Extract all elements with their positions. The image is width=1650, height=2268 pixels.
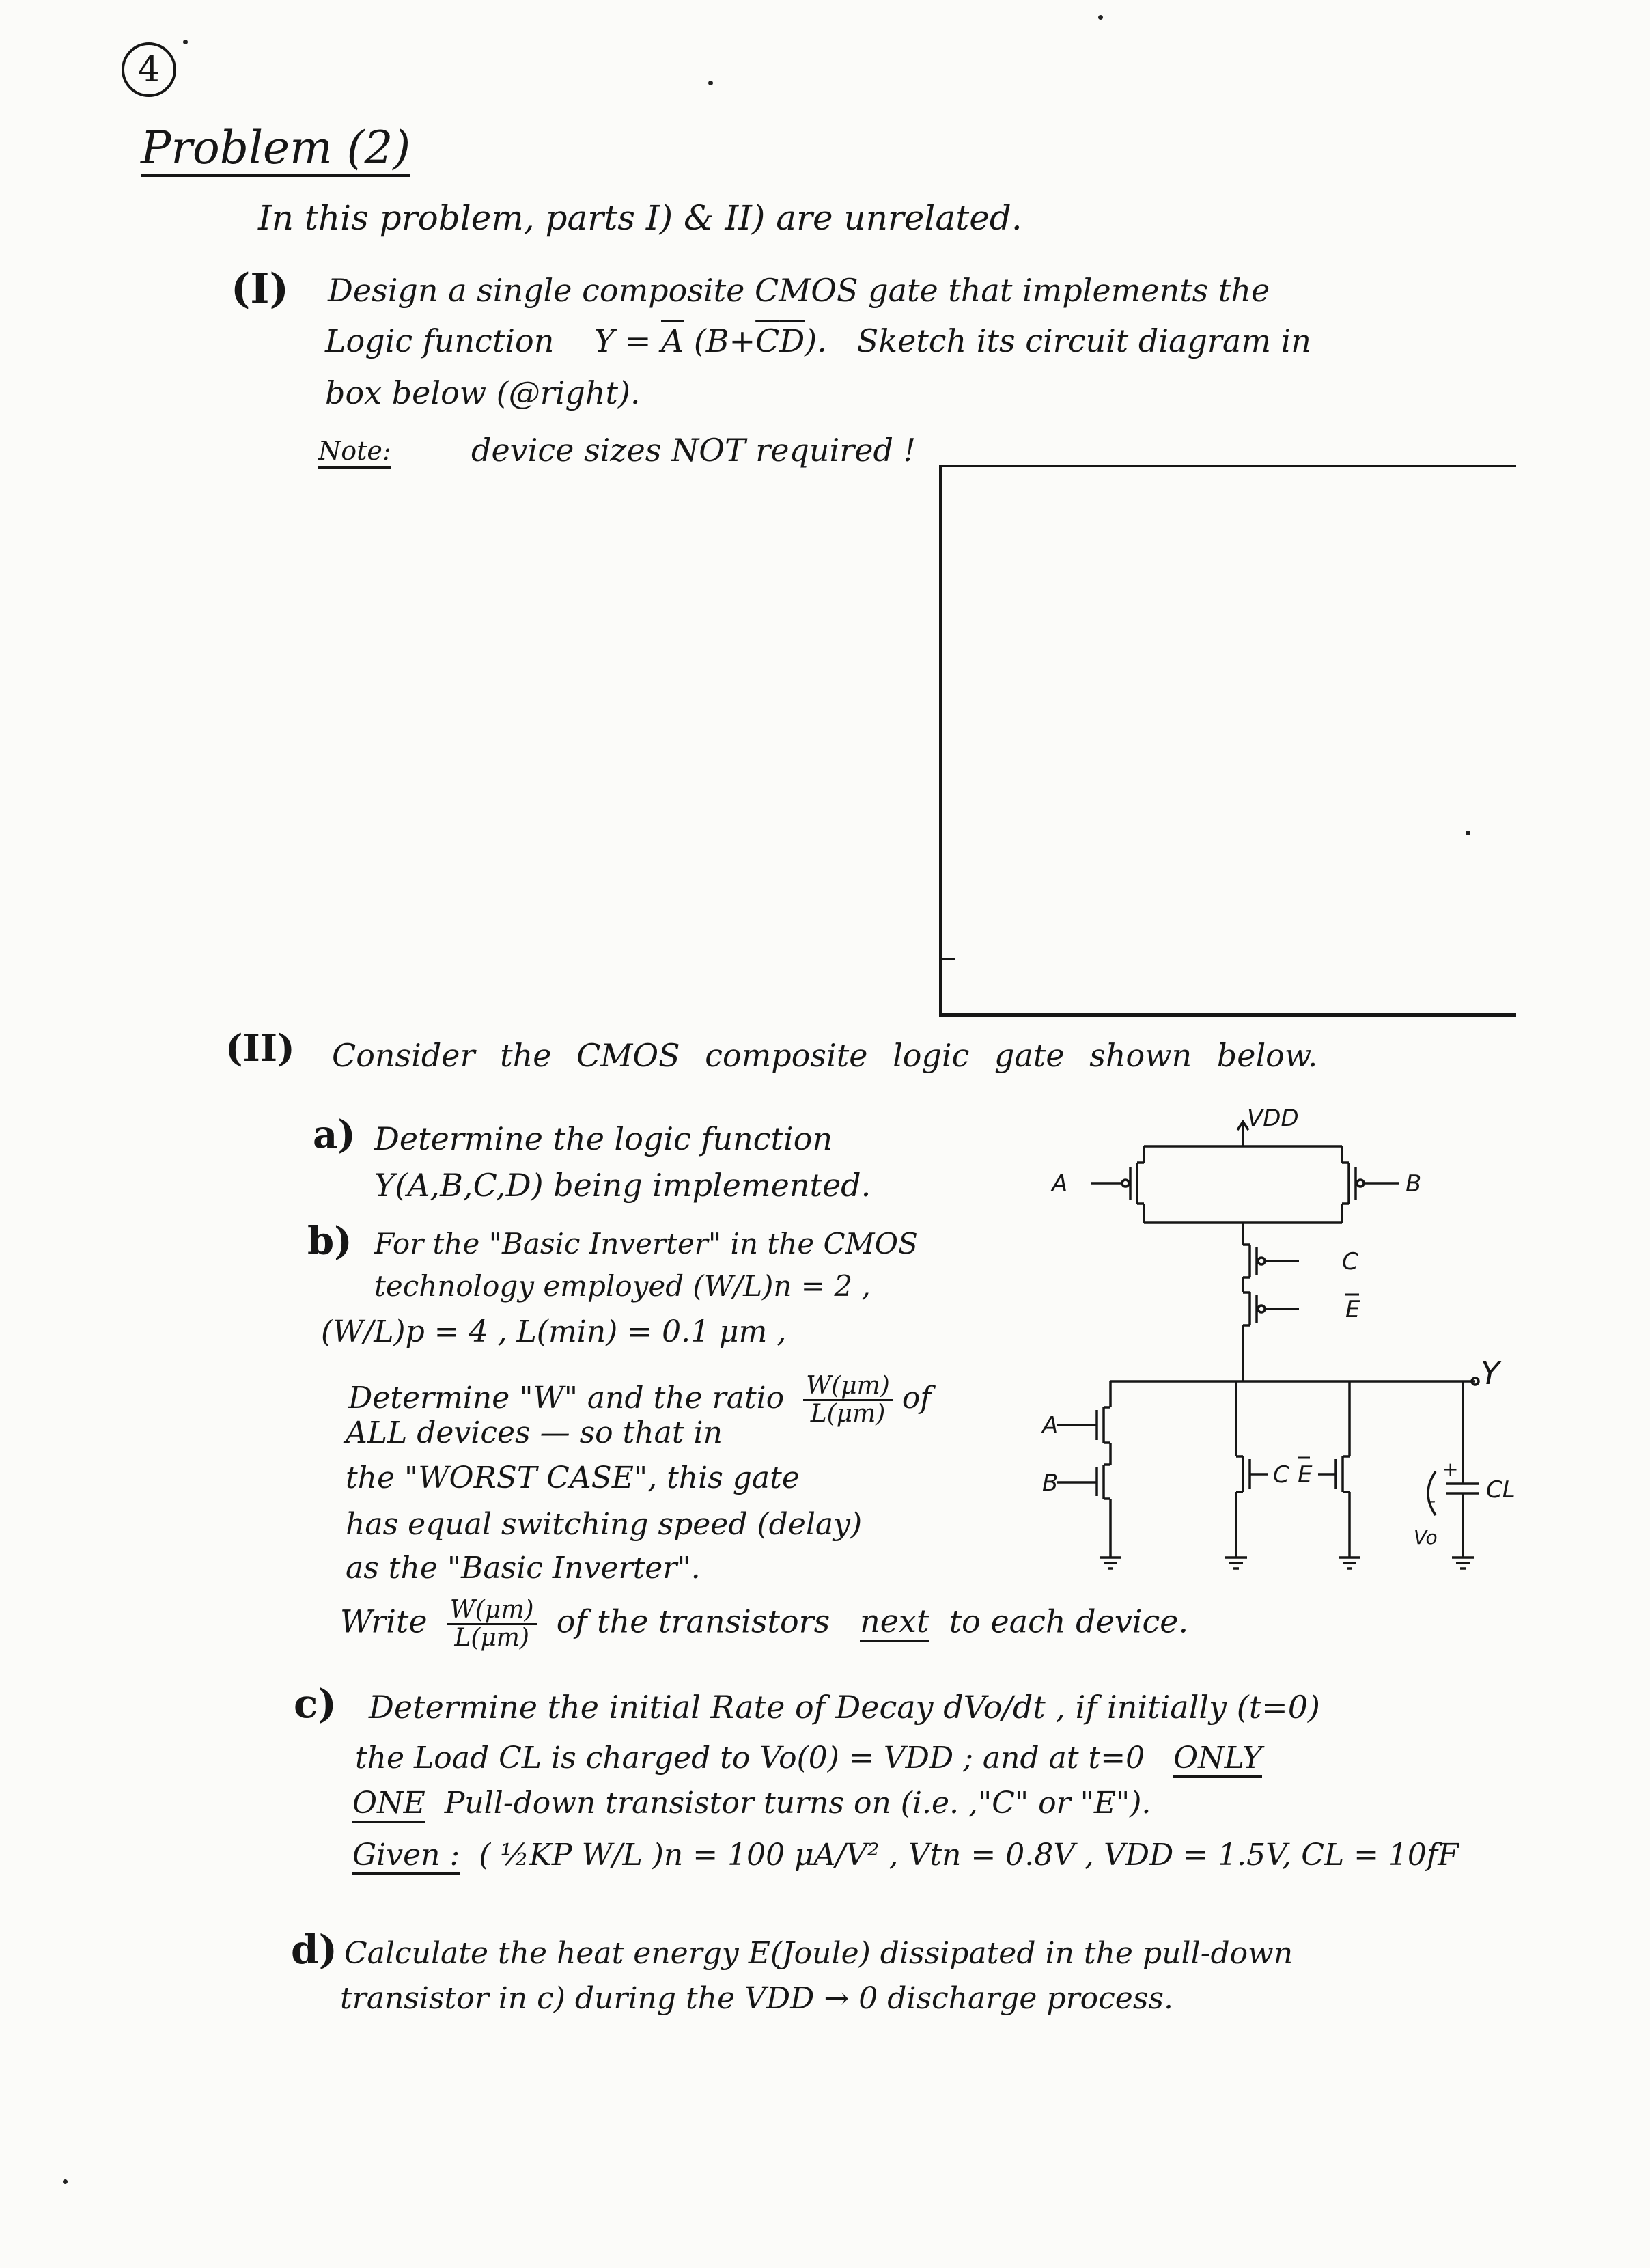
vdd-label: VDD [1247, 1107, 1299, 1132]
pmos-c-input: C [1342, 1248, 1358, 1275]
c-label: c) [294, 1681, 337, 1727]
cap-plus: + [1442, 1458, 1459, 1480]
problem-title: Problem (2) [141, 122, 410, 174]
output-y-label: Y [1481, 1355, 1500, 1392]
write-ratio-fraction: $\frac{W(\mu m)}{L(\mu m)}$ [447, 1597, 537, 1651]
c-line2: the Load CL is charged to Vo(0) = VDD ; and at t=0 ONLY [355, 1741, 1262, 1775]
cmos-circuit-diagram [1038, 1107, 1557, 1626]
b-line6: the "WORST CASE", this gate [346, 1461, 800, 1495]
part1-line3: box below (@right). [325, 374, 641, 411]
part2-label: (II) [225, 1026, 295, 1070]
b-line7: has equal switching speed (delay) [346, 1507, 863, 1542]
note-text: device sizes NOT required ! [471, 432, 917, 469]
page-number: 4 [122, 42, 176, 97]
vo-label: Vo [1414, 1526, 1438, 1549]
b-label: b) [307, 1219, 352, 1264]
cl-label: CL [1486, 1476, 1515, 1504]
a-line1: Determine the logic function [374, 1120, 833, 1157]
part1-label: (I) [231, 265, 289, 313]
d-line2: transistor in c) during the VDD → 0 discharge process. [340, 1981, 1173, 2016]
b-line1: For the "Basic Inverter" in the CMOS [374, 1227, 918, 1260]
b-line2: technology employed (W/L)n = 2 , [374, 1269, 871, 1303]
speck [1098, 15, 1103, 20]
b-line5: ALL devices — so that in [346, 1415, 723, 1450]
answer-box[interactable] [939, 465, 1516, 1017]
pmos-a-input: A [1052, 1170, 1068, 1198]
d-line1: Calculate the heat energy E(Joule) dissipated in the pull-down [344, 1936, 1294, 1971]
speck [63, 2179, 68, 2184]
a-label: a) [313, 1112, 356, 1157]
ratio-fraction: $\frac{W(\mu m)}{L(\mu m)}$ [803, 1373, 893, 1427]
note-label: Note: [318, 436, 391, 466]
c-line1: Determine the initial Rate of Decay dVo/dt , if initially (t=0) [369, 1689, 1320, 1726]
b-line4: Determine "W" and the ratio $\frac{W(\mu m)}{L(\mu m)}$ of [348, 1372, 932, 1428]
nmos-a-input: A [1042, 1412, 1059, 1439]
c-given: Given : ( ½KP W/L )n = 100 μA/V² , Vtn = 0.8V , VDD = 1.5V, CL = 10fF [352, 1838, 1459, 1872]
b-write: Write $\frac{W(\mu m)}{L(\mu m)}$ of the transistors next to each device. [340, 1596, 1189, 1652]
nmos-e-input: E [1298, 1461, 1313, 1489]
pmos-e-input: E [1345, 1296, 1360, 1323]
c-line3: ONE Pull-down transistor turns on (i.e. ,"C" or "E"). [352, 1786, 1151, 1821]
part1-line2: Logic function $Y = \overline{A}$ $(B+\overline{C}\overline{D})$. Sketch its circuit diagram in [325, 322, 1311, 359]
pmos-b-input: B [1406, 1170, 1422, 1198]
speck [183, 40, 188, 44]
part2-intro: Consider the CMOS composite logic gate shown below. [332, 1037, 1318, 1074]
cap-minus: - [1429, 1489, 1436, 1512]
nmos-b-input: B [1042, 1469, 1059, 1497]
part1-line1: Design a single composite CMOS gate that implements the [328, 272, 1270, 309]
b-line8: as the "Basic Inverter". [346, 1551, 701, 1586]
nmos-c-input: C [1273, 1461, 1289, 1489]
box-tick [942, 958, 955, 960]
a-line2: Y(A,B,C,D) being implemented. [374, 1167, 871, 1204]
d-label: d) [291, 1926, 337, 1973]
intro-text: In this problem, parts I) & II) are unrelated. [258, 198, 1022, 238]
speck [708, 81, 713, 85]
b-line3: (W/L)p = 4 , L(min) = 0.1 μm , [321, 1314, 787, 1349]
